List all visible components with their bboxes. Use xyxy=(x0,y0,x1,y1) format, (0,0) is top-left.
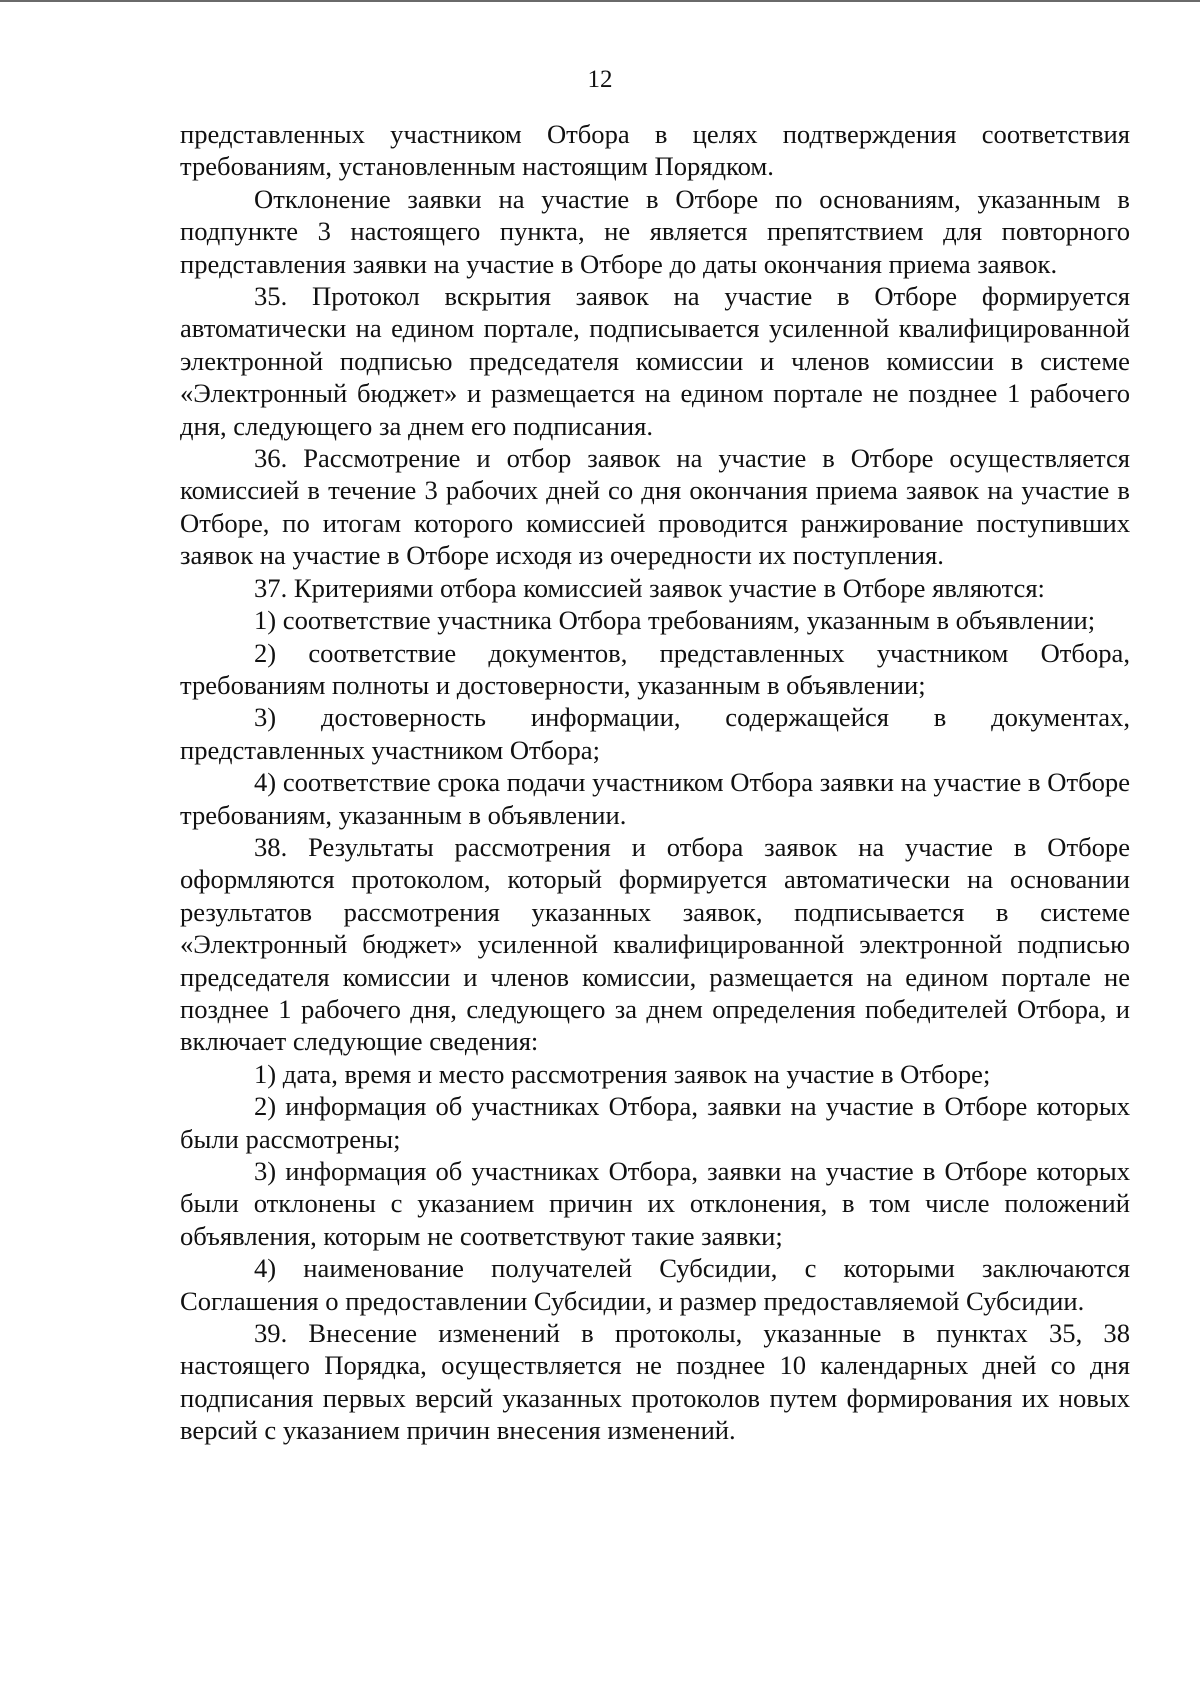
paragraph-continuation: представленных участником Отбора в целях подтверждения соответствия требованиям, установленным настоящим Порядком. xyxy=(180,119,1130,182)
paragraph-38: 38. Результаты рассмотрения и отбора заявок на участие в Отборе оформляются протоколом, который формируется автоматически на основании результатов рассмотрения указанных заявок, подписывается в системе «Электронный бюджет» усиленной квалифицированной электронной подписью председателя комиссии и членов комиссии, размещается на едином портале не позднее 1 рабочего дня, следующего за днем определения победителей Отбора, и включает следующие сведения: xyxy=(180,831,1130,1057)
paragraph-38-item-2: 2) информация об участниках Отбора, заявки на участие в Отборе которых были рассмотрены; xyxy=(180,1091,1130,1154)
paragraph-37-item-2: 2) соответствие документов, представленных участником Отбора, требованиям полноты и достоверности, указанным в объявлении; xyxy=(180,637,1130,700)
paragraph-38-item-4: 4) наименование получателей Субсидии, с которыми заключаются Соглашения о предоставлении Субсидии, и размер предоставляемой Субсидии. xyxy=(180,1253,1130,1316)
paragraph-35: 35. Протокол вскрытия заявок на участие в Отборе формируется автоматически на едином портале, подписывается усиленной квалифицированной электронной подписью председателя комиссии и членов комиссии в системе «Электронный бюджет» и размещается на едином портале не позднее 1 рабочего дня, следующего за днем его подписания. xyxy=(180,281,1130,441)
paragraph-37-item-4: 4) соответствие срока подачи участником Отбора заявки на участие в Отборе требованиям, указанным в объявлении. xyxy=(180,767,1130,830)
paragraph-rejection-note: Отклонение заявки на участие в Отборе по основаниям, указанным в подпункте 3 настоящего пункта, не является препятствием для повторного представления заявки на участие в Отборе до даты окончания приема заявок. xyxy=(180,183,1130,279)
paragraph-36: 36. Рассмотрение и отбор заявок на участие в Отборе осуществляется комиссией в течение 3 рабочих дней со дня окончания приема заявок на участие в Отборе, по итогам которого комиссией проводится ранжирование поступивших заявок на участие в Отборе исходя из очередности их поступления. xyxy=(180,443,1130,571)
document-body xyxy=(180,118,1130,1447)
paragraph-38-item-3: 3) информация об участниках Отбора, заявки на участие в Отборе которых были отклонены с указанием причин их отклонения, в том числе положений объявления, которым не соответствуют такие заявки; xyxy=(180,1156,1130,1251)
paragraph-39: 39. Внесение изменений в протоколы, указанные в пунктах 35, 38 настоящего Порядка, осуществляется не позднее 10 календарных дней со дня подписания первых версий указанных протоколов путем формирования их новых версий с указанием причин внесения изменений. xyxy=(180,1318,1130,1446)
page-number: 12 xyxy=(587,66,613,93)
paragraph-37: 37. Критериями отбора комиссией заявок участие в Отборе являются: xyxy=(254,572,1045,603)
paragraph-38-item-1: 1) дата, время и место рассмотрения заявок на участие в Отборе; xyxy=(254,1058,991,1089)
paragraph-37-item-3: 3) достоверность информации, содержащейся в документах, представленных участником Отбора; xyxy=(180,702,1130,765)
paragraph-37-item-1: 1) соответствие участника Отбора требованиям, указанным в объявлении; xyxy=(254,605,1096,636)
